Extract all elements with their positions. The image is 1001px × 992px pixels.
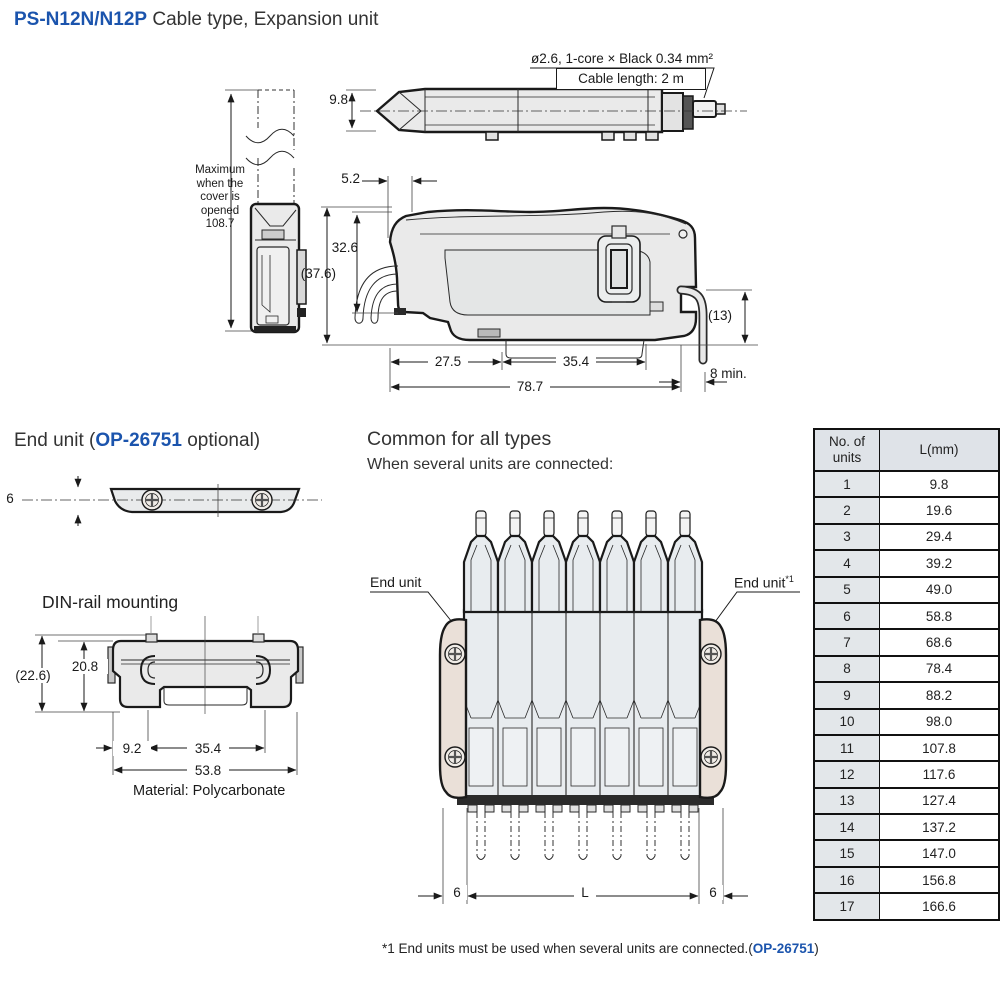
- cell-units: 11: [814, 735, 880, 761]
- length-table: [813, 428, 1000, 921]
- end-unit-right-label: [734, 574, 794, 591]
- cell-units: 5: [814, 577, 880, 603]
- cell-units: 7: [814, 629, 880, 655]
- page-title-suffix: Cable type, Expansion unit: [152, 9, 379, 30]
- cell-units: 17: [814, 893, 880, 919]
- cable-spec-label: ø2.6, 1-core × Black 0.34 mm²: [531, 51, 713, 66]
- max-cover-note: Maximum when the cover is opened 108.7: [195, 164, 245, 231]
- cell-units: 16: [814, 867, 880, 893]
- dim-27-5: 27.5: [428, 354, 468, 369]
- cell-units: 12: [814, 761, 880, 787]
- cell-units: 15: [814, 840, 880, 866]
- dim-6-left: 6: [447, 885, 467, 900]
- table-row: [814, 603, 999, 629]
- table-row: [814, 735, 999, 761]
- cell-length: 49.0: [880, 577, 1000, 603]
- cell-length: 58.8: [880, 603, 1000, 629]
- dim-22-6: (22.6): [5, 668, 61, 683]
- cell-units: 10: [814, 709, 880, 735]
- table-row: [814, 867, 999, 893]
- page-title: [14, 9, 378, 31]
- din-rail-heading: DIN-rail mounting: [42, 592, 179, 612]
- end-unit-right-footnote-ref: *1: [785, 574, 794, 584]
- cell-length: 147.0: [880, 840, 1000, 866]
- cell-length: 127.4: [880, 788, 1000, 814]
- dim-35-4-din: 35.4: [187, 741, 229, 756]
- cell-units: 1: [814, 471, 880, 497]
- common-subheading: When several units are connected:: [367, 456, 614, 473]
- table-row: [814, 471, 999, 497]
- cell-length: 166.6: [880, 893, 1000, 919]
- cell-length: 137.2: [880, 814, 1000, 840]
- cell-units: 6: [814, 603, 880, 629]
- dim-6-end-unit: 6: [6, 491, 14, 506]
- dim-L: L: [574, 885, 596, 900]
- table-row: [814, 577, 999, 603]
- table-row: [814, 656, 999, 682]
- cell-length: 68.6: [880, 629, 1000, 655]
- material-note: Material: Polycarbonate: [133, 783, 286, 799]
- dim-32-6: 32.6: [331, 240, 358, 255]
- dim-8-min: 8 min.: [710, 366, 747, 381]
- table-header-row: [814, 429, 999, 471]
- din-rail-drawing: [35, 616, 303, 775]
- dim-6-right: 6: [703, 885, 723, 900]
- dim-35-4-side: 35.4: [556, 354, 596, 369]
- footnote-post: ): [814, 941, 819, 956]
- cell-length: 78.4: [880, 656, 1000, 682]
- cell-length: 156.8: [880, 867, 1000, 893]
- cell-length: 29.4: [880, 524, 1000, 550]
- cell-units: 14: [814, 814, 880, 840]
- end-unit-right-text: End unit: [734, 574, 786, 591]
- cell-units: 2: [814, 497, 880, 523]
- footnote: [382, 941, 819, 956]
- dim-20-8: 20.8: [62, 659, 108, 674]
- cell-units: 13: [814, 788, 880, 814]
- cell-length: 98.0: [880, 709, 1000, 735]
- cell-length: 88.2: [880, 682, 1000, 708]
- connected-units-drawing: [370, 511, 800, 904]
- table-row: [814, 893, 999, 919]
- table-row: [814, 840, 999, 866]
- end-unit-left-label: End unit: [370, 574, 422, 590]
- dim-78-7: 78.7: [510, 379, 550, 394]
- col-header-length: L(mm): [880, 429, 1000, 471]
- end-unit-heading-pre: End unit (: [14, 430, 96, 451]
- end-unit-drawing: [22, 476, 322, 526]
- table-row: [814, 682, 999, 708]
- dim-5-2: 5.2: [341, 171, 360, 186]
- cell-length: 39.2: [880, 550, 1000, 576]
- table-row: [814, 629, 999, 655]
- side-view-drawing: [321, 176, 758, 392]
- cell-units: 3: [814, 524, 880, 550]
- cell-length: 19.6: [880, 497, 1000, 523]
- table-row: [814, 761, 999, 787]
- dim-13: (13): [708, 308, 733, 323]
- model-number: PS-N12N/N12P: [14, 9, 148, 30]
- cell-length: 117.6: [880, 761, 1000, 787]
- cell-length: 9.8: [880, 471, 1000, 497]
- cell-units: 4: [814, 550, 880, 576]
- cell-units: 8: [814, 656, 880, 682]
- common-heading: Common for all types: [367, 428, 552, 450]
- table-row: [814, 814, 999, 840]
- table-row: [814, 709, 999, 735]
- col-header-units: No. of units: [814, 429, 880, 471]
- dim-9-8: 9.8: [329, 92, 348, 107]
- footnote-pre: *1 End units must be used when several units are connected.(: [382, 941, 753, 956]
- end-unit-model: OP-26751: [95, 430, 182, 451]
- dim-37-6: (37.6): [300, 266, 336, 281]
- table-row: [814, 524, 999, 550]
- cell-length: 107.8: [880, 735, 1000, 761]
- footnote-model: OP-26751: [752, 941, 815, 956]
- end-unit-heading: [14, 430, 260, 452]
- dim-53-8: 53.8: [187, 763, 229, 778]
- cell-units: 9: [814, 682, 880, 708]
- table-row: [814, 497, 999, 523]
- cable-length-label: Cable length: 2 m: [556, 68, 706, 90]
- table-row: [814, 550, 999, 576]
- dim-9-2: 9.2: [113, 741, 151, 756]
- table-row: [814, 788, 999, 814]
- end-unit-heading-post: optional): [181, 430, 261, 451]
